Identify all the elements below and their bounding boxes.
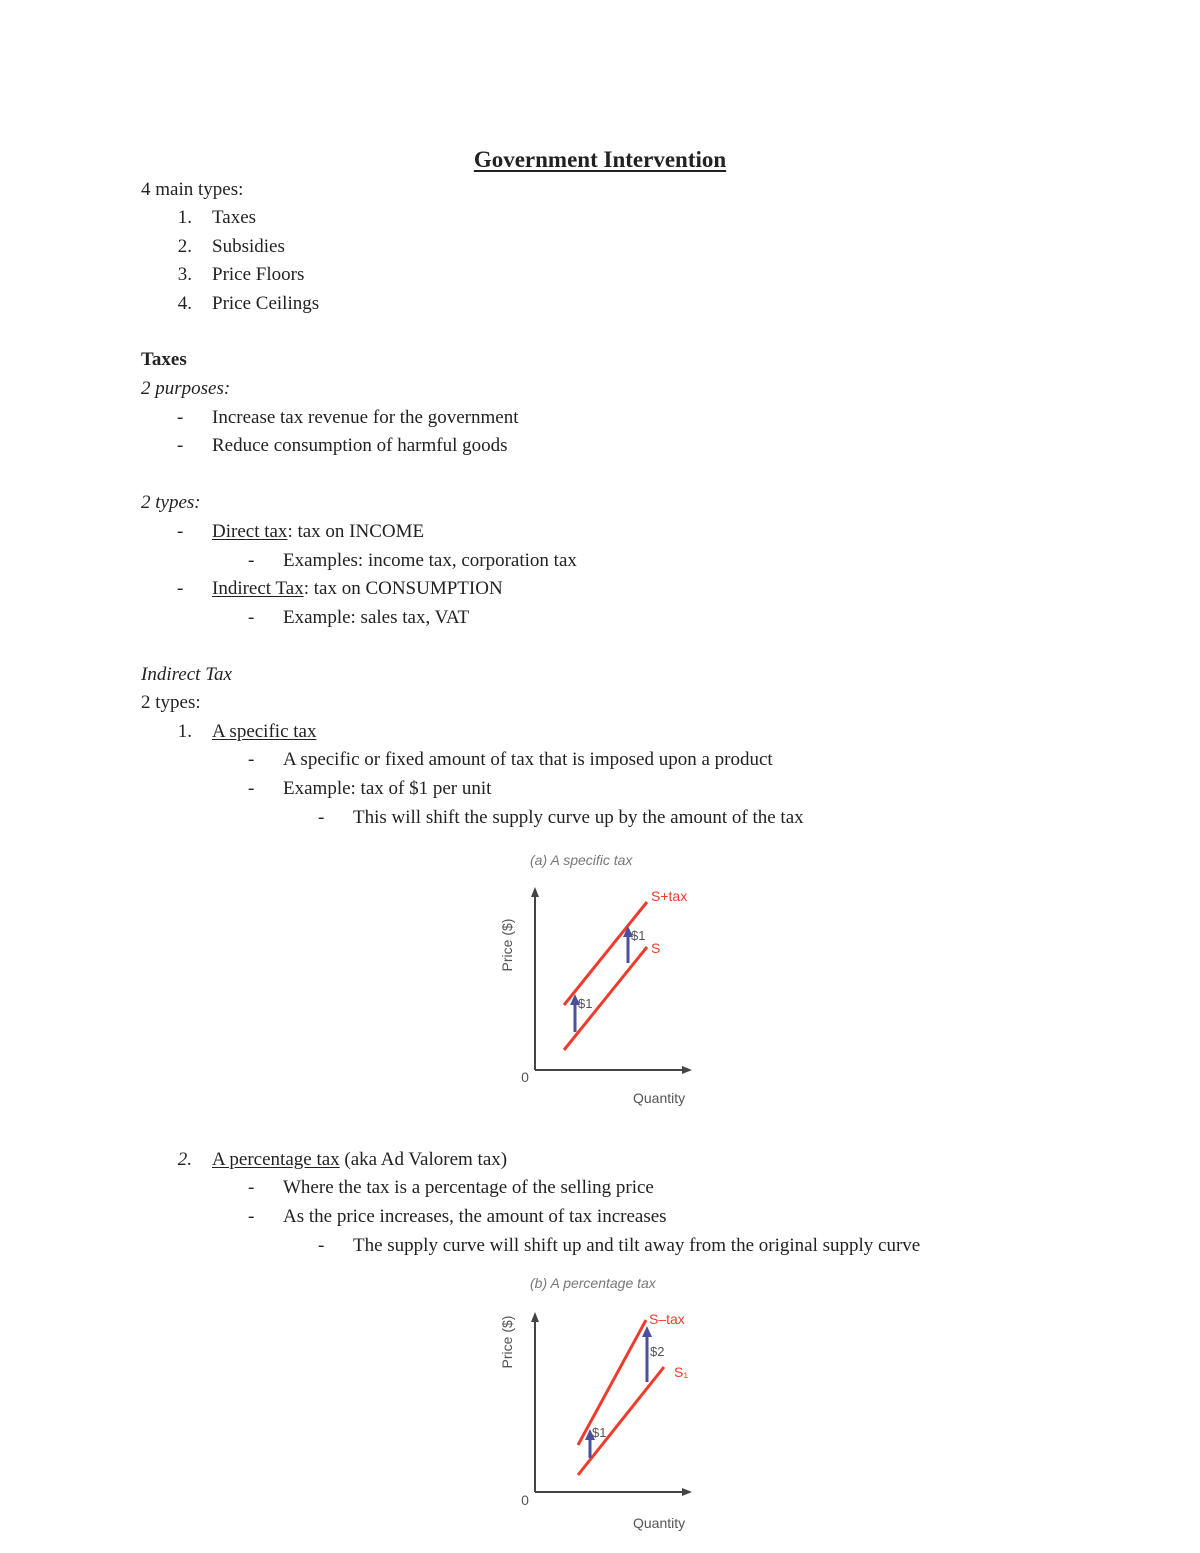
specific-tax-figure — [490, 845, 710, 1110]
section-heading-indirect-tax: Indirect Tax — [141, 664, 232, 685]
purpose-item: Reduce consumption of harmful goods — [212, 435, 508, 456]
specific-tax-point: Example: tax of $1 per unit — [283, 778, 492, 799]
x-axis-arrowhead — [682, 1066, 692, 1074]
percentage-tax-item — [212, 1150, 507, 1169]
specific-tax-subpoint: This will shift the supply curve up by the amount of the tax — [353, 807, 804, 828]
shifted-supply-curve — [578, 1320, 646, 1445]
direct-tax-examples: Examples: income tax, corporation tax — [283, 550, 577, 571]
list-number: 2. — [177, 1149, 192, 1170]
bullet-dash: - — [177, 435, 184, 456]
bullet-dash: - — [248, 778, 255, 799]
tax-arrow-label: $1 — [578, 996, 593, 1011]
list-item: Taxes — [212, 207, 257, 228]
indirect-tax-examples: Example: sales tax, VAT — [283, 607, 470, 628]
direct-tax-term: Direct tax — [212, 521, 288, 542]
tax-types-label: 2 types: — [141, 492, 201, 513]
y-axis-label: Price ($) — [499, 918, 515, 972]
tax-arrow-label: $1 — [631, 928, 646, 943]
direct-tax-definition: : tax on INCOME — [287, 521, 425, 542]
shifted-supply-curve — [564, 902, 647, 1005]
section-heading-taxes: Taxes — [141, 349, 187, 370]
percentage-tax-alias: (aka Ad Valorem tax) — [339, 1149, 508, 1170]
list-number: 4. — [177, 293, 192, 314]
purposes-label: 2 purposes: — [141, 378, 231, 399]
tax-arrow-label: $2 — [650, 1344, 665, 1359]
page-title: Government Intervention — [473, 147, 727, 172]
x-axis-label: Quantity — [633, 1515, 686, 1531]
shifted-supply-label: S+tax — [651, 888, 688, 904]
bullet-dash: - — [248, 1206, 255, 1227]
bullet-dash: - — [177, 407, 184, 428]
indirect-types-label: 2 types: — [141, 692, 201, 713]
list-item: Price Ceilings — [212, 293, 320, 314]
y-axis-label: Price ($) — [499, 1315, 515, 1369]
list-item: Price Floors — [212, 264, 305, 285]
origin-label: 0 — [521, 1492, 529, 1508]
x-axis-label: Quantity — [633, 1090, 686, 1106]
percentage-tax-subpoint: The supply curve will shift up and tilt away from the original supply curve — [353, 1235, 921, 1256]
bullet-dash: - — [318, 1235, 325, 1256]
supply-label: S — [651, 940, 661, 956]
percentage-tax-figure — [490, 1268, 710, 1540]
supply-label: S₁ — [674, 1364, 689, 1380]
indirect-tax-term: Indirect Tax — [212, 578, 304, 599]
list-number: 1. — [177, 721, 192, 742]
bullet-dash: - — [248, 607, 255, 628]
percentage-tax-point: As the price increases, the amount of tax increases — [283, 1206, 667, 1227]
indirect-tax-item — [212, 579, 503, 598]
figure-caption: (a) A specific tax — [530, 852, 633, 868]
bullet-dash: - — [318, 807, 325, 828]
list-number: 3. — [177, 264, 192, 285]
list-item: Subsidies — [212, 236, 285, 257]
percentage-tax-point: Where the tax is a percentage of the selling price — [283, 1177, 654, 1198]
list-number: 2. — [177, 236, 192, 257]
bullet-dash: - — [248, 550, 255, 571]
indirect-tax-definition: : tax on CONSUMPTION — [303, 578, 503, 599]
purpose-item: Increase tax revenue for the government — [212, 407, 519, 428]
origin-label: 0 — [521, 1069, 529, 1085]
bullet-dash: - — [177, 578, 184, 599]
percentage-tax-title: A percentage tax — [212, 1149, 340, 1170]
bullet-dash: - — [248, 1177, 255, 1198]
y-axis-arrowhead — [531, 887, 539, 897]
intro-text: 4 main types: — [141, 179, 244, 200]
specific-tax-point: A specific or fixed amount of tax that is imposed upon a product — [283, 749, 773, 770]
list-number: 1. — [177, 207, 192, 228]
y-axis-arrowhead — [531, 1312, 539, 1322]
bullet-dash: - — [177, 521, 184, 542]
shifted-supply-label: S–tax — [649, 1311, 685, 1327]
direct-tax-item — [212, 522, 424, 541]
bullet-dash: - — [248, 749, 255, 770]
figure-caption: (b) A percentage tax — [530, 1275, 656, 1291]
specific-tax-title: A specific tax — [212, 721, 317, 742]
tax-arrow-label: $1 — [592, 1425, 607, 1440]
x-axis-arrowhead — [682, 1488, 692, 1496]
